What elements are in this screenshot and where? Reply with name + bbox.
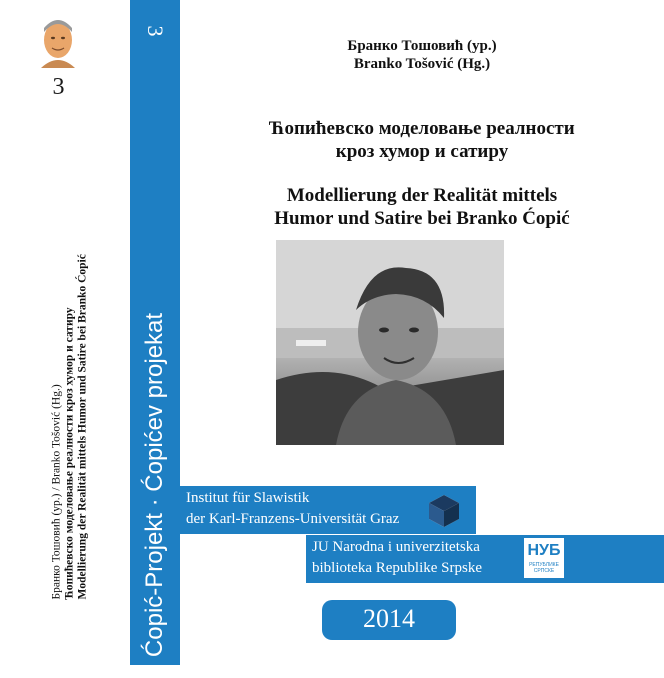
institute-name-line-1: Institut für Slawistik	[186, 490, 310, 506]
title-german-line-1: Modellierung der Realität mittels	[286, 185, 558, 206]
spine-text	[51, 200, 90, 600]
library-logo-subtext: РЕПУБЛИКЕ СРПСКЕ	[529, 562, 559, 574]
publication-year: 2014	[363, 604, 415, 633]
title-serbian-line-1: Ћопићевско моделовање реалности	[269, 118, 575, 139]
series-title: Ćopić-Projekt · Ćopićev projekat	[141, 312, 168, 658]
editor-cyrillic: Бранко Тошовић (ур.)	[347, 38, 497, 54]
library-name-line-2: biblioteka Republike Srpske	[312, 560, 482, 576]
spine-title-german: Modellierung der Realität mittels Humor und Satire bei Branko Ćopić	[76, 254, 89, 600]
institute-name-line-2: der Karl-Franzens-Universität Graz	[186, 511, 400, 527]
library-logo-text: НУБ	[527, 542, 561, 559]
editor-latin: Branko Tošović (Hg.)	[353, 56, 491, 72]
volume-number: 3	[52, 74, 65, 100]
portrait-thumbnail	[33, 14, 83, 68]
university-logo-icon	[428, 494, 460, 528]
author-photo	[276, 240, 504, 445]
bar-volume-number: 3	[143, 25, 168, 37]
library-name-line-1: JU Narodna i univerzitetska	[312, 539, 480, 555]
spine-title-serbian: Ћопићевско моделовање реалности кроз хумор и сатиру	[63, 307, 76, 600]
title-german-line-2: Humor und Satire bei Branko Ćopić	[274, 208, 570, 229]
spine-authors: Бранко Тошовић (ур.) / Branko Tošović (Hg.)	[50, 384, 63, 600]
title-serbian-line-2: кроз хумор и сатиру	[335, 141, 509, 162]
